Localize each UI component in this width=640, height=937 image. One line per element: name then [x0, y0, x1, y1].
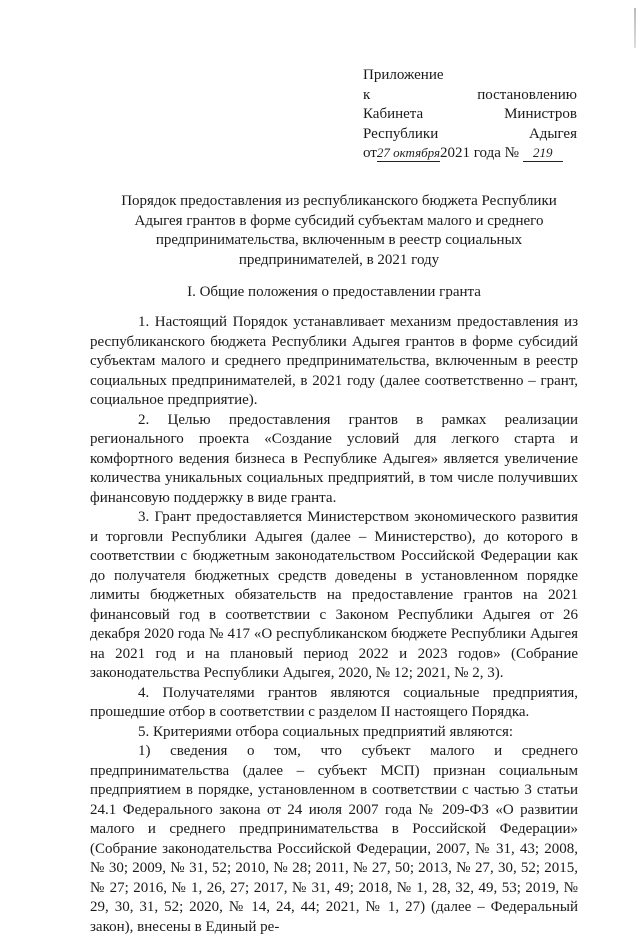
appendix-line-4-right: Адыгея [528, 125, 577, 142]
document-title: Порядок предоставления из республиканского бюджета Республики Адыгея грантов в форме субсидий субъектам малого и среднего предпринимательства, включенным в реестр социальных предпринимателей, в 2021 году [121, 193, 557, 268]
paragraph-3: 3. Грант предоставляется Министерством экономического развития и торговли Республики Адыгея (далее – Министерство), до которого в соответствии с бюджетным законодательством Российской Федерации как до получателя бюджетных средств доведены в установленном порядке лимиты бюджетных обязательств на предоставление грантов на 2021 финансовый год в соответствии с Законом Республики Адыгея от 26 декабря 2020 года № 417 «О республиканском бюджете Республики Адыгея на 2021 год и на плановый период 2022 и 2023 годов» (Собрание законодательства Республики Адыгея, 2020, № 12; 2021, № 2, 3). [90, 509, 578, 681]
scan-edge-mark [634, 8, 636, 48]
document-body [90, 313, 578, 937]
appendix-line-4 [363, 125, 577, 145]
paragraph-5: 5. Критериями отбора социальных предприятий являются: [138, 723, 514, 740]
paragraph-2: 2. Целью предоставления грантов в рамках реализации регионального проекта «Создание условий для легкого старта и комфортного ведения бизнеса в Республике Адыгея» является увеличение количества уникальных социальных предприятий, в том числе получивших финансовую поддержку в виде гранта. [90, 411, 578, 506]
handwritten-date: 27 октября [376, 145, 441, 161]
paragraph-4: 4. Получателями грантов являются социальные предприятия, прошедшие отбор в соответствии с разделом II настоящего Порядка. [90, 684, 578, 720]
paragraph-5-1: 1) сведения о том, что субъект малого и среднего предпринимательства (далее – субъект МСП) признан социальным предприятием в порядке, установленном в соответствии с частью 3 статьи 24.1 Федерального закона от 24 июля 2007 года № 209-ФЗ «О развитии малого и среднего предпринимательства в Российской Федерации» (Собрание законодательства Российской Федерации, 2007, № 31, 43; 2008, № 30; 2009, № 31, 52; 2010, № 28; 2011, № 27, 50; 2013, № 27, 30, 52; 2015, № 27; 2016, № 1, 26, 27; 2017, № 31, 49; 2018, № 1, 28, 32, 49, 53; 2019, № 29, 30, 31, 52; 2020, № 14, 24, 44; 2021, № 1, 27) (далее – Федеральный закон), внесены в Единый ре- [90, 743, 578, 935]
date-prefix: от [363, 145, 377, 162]
paragraph-1: 1. Настоящий Порядок устанавливает механизм предоставления из республиканского бюджета Республики Адыгея грантов в форме субсидий субъектам малого и среднего предпринимательства, включенным в реестр социальных предпринимателей, в 2021 году (далее соответственно – грант, социальное предприятие). [90, 314, 578, 408]
appendix-date-line [363, 144, 577, 164]
handwritten-number: 219 [523, 145, 563, 162]
date-year: 2021 года № [440, 145, 519, 162]
appendix-line-1: Приложение [363, 67, 444, 83]
appendix-line-3 [363, 105, 577, 125]
appendix-line-3-right: Министров [504, 106, 577, 123]
appendix-line-2-right: постановлению [477, 86, 577, 103]
section-heading: I. Общие положения о предоставлении гранта [187, 284, 481, 300]
appendix-line-2-left: к [363, 86, 371, 103]
appendix-block [363, 66, 577, 164]
appendix-line-3-left: Кабинета [363, 106, 424, 123]
appendix-line-4-left: Республики [363, 125, 439, 142]
appendix-line-2 [363, 86, 577, 106]
